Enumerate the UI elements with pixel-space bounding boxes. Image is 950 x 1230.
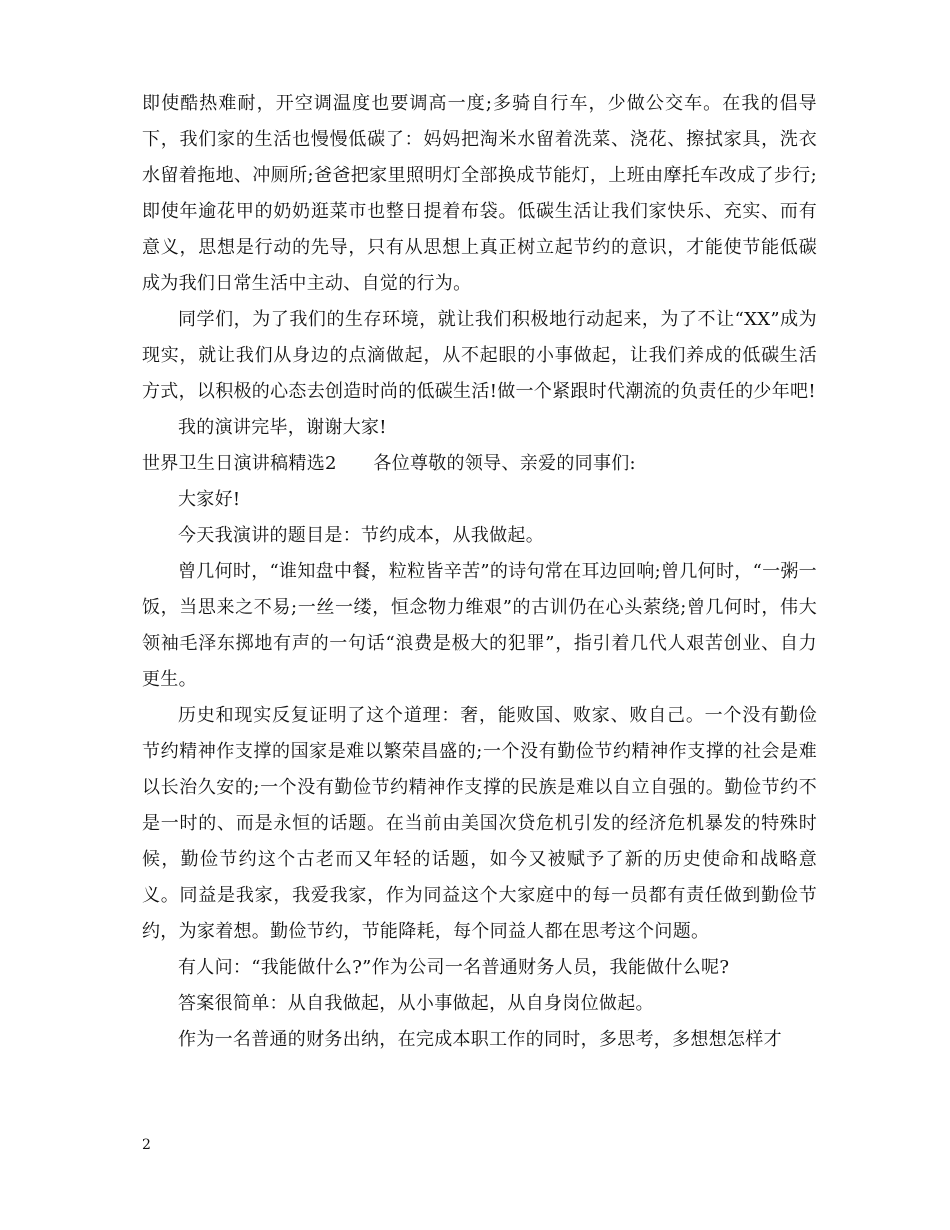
paragraph: 大家好! <box>178 489 241 510</box>
paragraph: 答案很简单：从自我做起，从小事做起，从自身岗位做起。 <box>178 993 654 1014</box>
paragraph: 曾几何时，“谁知盘中餐，粒粒皆辛苦”的诗句常在耳边回响;曾几何时，“一粥一饭，当思来之不易;一丝一缕，恒念物力维艰”的古训仍在心头萦绕;曾几何时，伟大领袖毛泽东掷地有声的一句话“浪费是极大的犯罪”，指引着几代人艰苦创业、自力更生。 <box>142 561 817 690</box>
paragraph: 即使酷热难耐，开空调温度也要调高一度;多骑自行车，少做公交车。在我的倡导下，我们家的生活也慢慢低碳了：妈妈把淘米水留着洗菜、浇花、擦拭家具，洗衣水留着拖地、冲厕所;爸爸把家里照明灯全部换成节能灯，上班由摩托车改成了步行;即使年逾花甲的奶奶逛菜市也整日提着布袋。低碳生活让我们家快乐、充实、而有意义，思想是行动的先导，只有从思想上真正树立起节约的意识，才能使节能低碳成为我们日常生活中主动、自觉的行为。 <box>142 93 817 294</box>
paragraph: 历史和现实反复证明了这个道理：奢，能败国、败家、败自己。一个没有勤俭节约精神作支撑的国家是难以繁荣昌盛的;一个没有勤俭节约精神作支撑的社会是难以长治久安的;一个没有勤俭节约精神作支撑的民族是难以自立自强的。勤俭节约不是一时的、而是永恒的话题。在当前由美国次贷危机引发的经济危机暴发的特殊时候，勤俭节约这个古老而又年轻的话题，如今又被赋予了新的历史使命和战略意义。同益是我家，我爱我家，作为同益这个大家庭中的每一员都有责任做到勤俭节约，为家着想。勤俭节约，节能降耗，每个同益人都在思考这个问题。 <box>142 705 817 942</box>
paragraph: 我的演讲完毕，谢谢大家! <box>178 417 387 438</box>
page-number: 2 <box>142 1137 151 1153</box>
paragraph: 同学们，为了我们的生存环境，就让我们积极地行动起来，为了不让“XX”成为现实，就让我们从身边的点滴做起，从不起眼的小事做起，让我们养成的低碳生活方式，以积极的心态去创造时尚的低碳生活!做一个紧跟时代潮流的负责任的少年吧! <box>142 309 817 402</box>
body-text <box>142 86 817 1058</box>
paragraph: 有人问：“我能做什么?”作为公司一名普通财务人员，我能做什么呢? <box>178 957 730 978</box>
paragraph: 作为一名普通的财务出纳，在完成本职工作的同时，多思考，多想想怎样才 <box>178 1029 782 1050</box>
section-heading-paragraph: 世界卫生日演讲稿精选2 各位尊敬的领导、亲爱的同事们: <box>142 453 636 474</box>
paragraph: 今天我演讲的题目是：节约成本，从我做起。 <box>178 525 544 546</box>
